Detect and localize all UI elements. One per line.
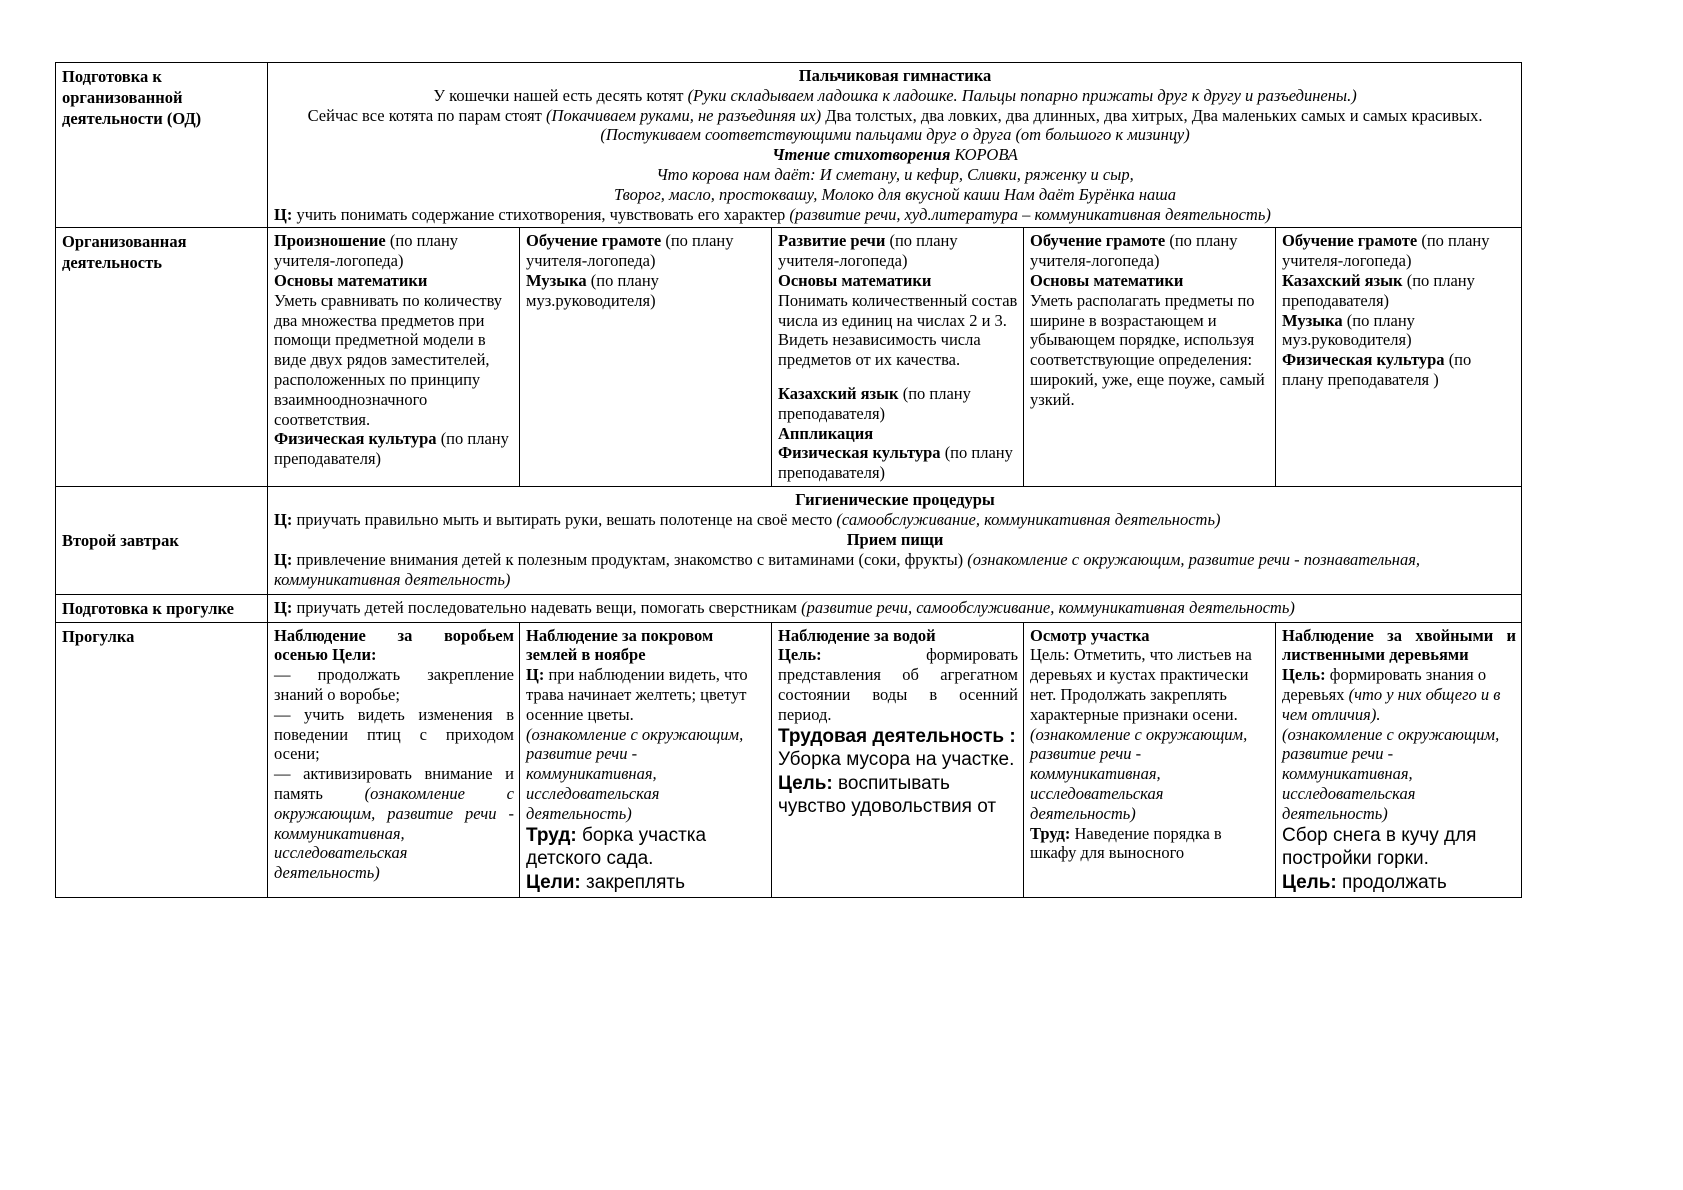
walk-col-2-aims-text: закреплять xyxy=(580,871,686,893)
org-item xyxy=(274,429,514,469)
prep-od-verse-1: Что корова нам даёт: И сметану, и кефир, Сливки, ряженку и сыр, xyxy=(656,164,1134,184)
cell-walk-col-2 xyxy=(520,622,772,898)
org-item xyxy=(778,384,1018,424)
cell-walk-col-4 xyxy=(1024,622,1276,898)
org-item xyxy=(526,271,766,311)
org-item-title: Музыка xyxy=(526,270,587,290)
org-item-title: Музыка xyxy=(1282,310,1343,330)
prep-od-line2-plain-b: Два толстых, два ловких, два длинных, два хитрых, Два маленьких самых и самых красивых. xyxy=(821,105,1483,125)
org-item-rest: (по плану учителя-логопеда) xyxy=(274,231,459,271)
walk-col-2-goal-text: при наблюдении видеть, что трава начинает желтеть; цветут осенние цветы. xyxy=(526,665,748,724)
org-item-rest: (по плану учителя-логопеда) xyxy=(1282,231,1490,271)
org-item-rest: (по плану учителя-логопеда) xyxy=(778,231,958,271)
org-item-rest: (по плану преподавателя) xyxy=(778,383,971,423)
row-label-prep-walk: Подготовка к прогулке xyxy=(56,594,268,622)
table-row-walk xyxy=(56,622,1522,898)
walk-col-4-title: Осмотр участка xyxy=(1030,625,1150,645)
org-item-rest: (по плану преподавателя) xyxy=(1282,270,1475,310)
prep-od-line2-plain-a: Сейчас все котята по парам стоят xyxy=(307,105,547,125)
org-item-rest: Уметь располагать предметы по ширине в возрастающем и убывающем порядке, используя соответствующие определения: широкий, уже, еще поуже, самый узкий. xyxy=(1030,290,1265,409)
table-row-second-breakfast xyxy=(56,486,1522,594)
cell-org-activity-col-4 xyxy=(1024,228,1276,487)
walk-col-2-aims-label: Цели: xyxy=(526,871,581,893)
walk-col-4-block-1: Цель: Отметить, что листьев на деревьях и кустах практически нет. Продолжать закреплять характерные признаки осени. xyxy=(1030,645,1252,724)
org-item xyxy=(778,424,1018,444)
walk-col-1-block-3-plain: — активизировать внимание и память xyxy=(274,764,514,804)
prep-od-line-1 xyxy=(274,86,1516,106)
org-item-title: Обучение грамоте xyxy=(1282,231,1418,251)
org-item xyxy=(778,443,1018,483)
breakfast-heading-hygiene: Гигиенические процедуры xyxy=(795,489,995,509)
org-item-title: Основы математики xyxy=(274,270,428,290)
org-item-title: Произношение xyxy=(274,231,386,251)
org-item-title: Обучение грамоте xyxy=(1030,231,1166,251)
walk-col-4-block-2: (ознакомление с окружающим, развитие речи - коммуникативная, исследовательская деятельность) xyxy=(1030,724,1248,823)
row-label-second-breakfast: Второй завтрак xyxy=(56,486,268,594)
org-item xyxy=(1030,271,1270,291)
org-item-title: Физическая культура xyxy=(778,443,941,463)
row-label-prep-od: Подготовка к организованной деятельности (ОД) xyxy=(56,63,268,228)
cell-org-activity-col-5 xyxy=(1276,228,1522,487)
org-item-rest: (по плану преподавателя ) xyxy=(1282,350,1472,389)
walk-col-4-block-3 xyxy=(1030,824,1270,864)
cell-org-activity-col-2 xyxy=(520,228,772,487)
row-label-org-activity: Организованная деятельность xyxy=(56,228,268,487)
org-item xyxy=(1282,311,1516,351)
walk-col-3-block-3 xyxy=(778,772,1018,819)
org-item-rest: (по плану муз.руководителя) xyxy=(526,270,659,310)
prep-walk-goal-text: приучать детей последовательно надевать вещи, помогать сверстникам xyxy=(292,598,802,618)
daily-plan-table xyxy=(55,62,1522,898)
cell-prep-od-content xyxy=(268,63,1522,228)
walk-col-5-goal-label: Цель: xyxy=(1282,665,1326,685)
cell-prep-walk-content xyxy=(268,594,1522,622)
walk-col-2-block-4 xyxy=(526,871,766,895)
org-item xyxy=(274,271,514,291)
org-item-title: Аппликация xyxy=(778,423,874,443)
walk-col-3-aim-label: Цель: xyxy=(778,772,833,794)
org-item xyxy=(274,291,514,430)
org-item xyxy=(1282,271,1516,311)
walk-col-3-labor-text: Уборка мусора на участке. xyxy=(778,749,1015,771)
prep-od-goal xyxy=(274,205,1516,225)
walk-col-5-goal-text: формировать знания о деревьях xyxy=(1282,665,1487,705)
walk-col-2-block-1 xyxy=(526,665,766,724)
prep-od-goal-italic: (развитие речи, худ.литература – коммуникативная деятельность) xyxy=(789,204,1271,224)
breakfast-goal-1-italic: (самообслуживание, коммуникативная деятельность) xyxy=(836,510,1221,530)
prep-od-heading-poem xyxy=(274,145,1516,165)
prep-od-verse-2: Творог, масло, простоквашу, Молоко для вкусной каши Нам даёт Бурёнка наша xyxy=(614,184,1176,204)
prep-walk-goal-italic: (развитие речи, самообслуживание, коммуникативная деятельность) xyxy=(801,598,1295,618)
walk-col-3-goal-label: Цель: xyxy=(778,645,822,665)
walk-col-3-block-1 xyxy=(778,645,1018,724)
breakfast-heading-meal: Прием пищи xyxy=(846,530,944,550)
org-item-title: Основы математики xyxy=(778,270,932,290)
org-item-title: Казахский язык xyxy=(778,383,899,403)
walk-col-2-block-3 xyxy=(526,824,766,871)
org-item-title: Обучение грамоте xyxy=(526,231,662,251)
table-row-prep-walk xyxy=(56,594,1522,622)
org-item xyxy=(526,231,766,271)
breakfast-goal-1 xyxy=(274,510,1516,530)
walk-col-2-labor-text: борка участка детского сада. xyxy=(526,824,707,870)
cell-org-activity-col-1 xyxy=(268,228,520,487)
cell-walk-col-3 xyxy=(772,622,1024,898)
walk-col-1-block-3 xyxy=(274,764,514,883)
org-item-rest: (по плану учителя-логопеда) xyxy=(1030,231,1238,271)
walk-col-3-block-2 xyxy=(778,725,1018,772)
walk-col-3-goal-text: формировать представления об агрегатном состоянии воды в осенний период. xyxy=(778,645,1018,724)
org-item xyxy=(1030,291,1270,410)
breakfast-goal-1-label: Ц: xyxy=(274,510,293,530)
breakfast-goal-2 xyxy=(274,550,1516,590)
cell-org-activity-col-3 xyxy=(772,228,1024,487)
walk-col-2-goal-label: Ц: xyxy=(526,665,545,685)
org-item-spacer xyxy=(778,370,1018,384)
cell-walk-col-1 xyxy=(268,622,520,898)
org-item xyxy=(274,231,514,271)
prep-walk-goal-label: Ц: xyxy=(274,598,293,618)
walk-col-5-goal-italic: (что у них общего и в чем отличия). xyxy=(1282,685,1501,724)
prep-od-heading-finger-gym: Пальчиковая гимнастика xyxy=(798,66,992,85)
org-item-title: Физическая культура xyxy=(1282,350,1445,370)
walk-col-5-aim-text: продолжать xyxy=(1336,871,1447,893)
prep-od-poem-heading-rest: КОРОВА xyxy=(954,145,1018,165)
walk-col-5-block-2: (ознакомление с окружающим, развитие речи - коммуникативная, исследовательская деятельность) xyxy=(1282,724,1500,823)
cell-walk-col-5 xyxy=(1276,622,1522,898)
org-item-title: Казахский язык xyxy=(1282,270,1403,290)
prep-od-line-2 xyxy=(274,106,1516,146)
org-item xyxy=(1282,231,1516,271)
org-item-rest: (по плану учителя-логопеда) xyxy=(526,231,734,271)
walk-col-5-block-4 xyxy=(1282,871,1516,895)
walk-col-2-labor-label: Труд: xyxy=(526,824,577,846)
walk-col-1-block-1: — продолжать закрепление знаний о воробье; xyxy=(274,665,514,705)
org-item-rest: (по плану преподавателя) xyxy=(778,443,1013,483)
org-item xyxy=(1282,350,1516,390)
org-item-rest: Понимать количественный состав числа из единиц на числах 2 и 3. Видеть независимость числа предметов от их качества. xyxy=(778,290,1018,370)
prep-od-line2-italic-b: (Постукиваем соответствующими пальцами друг о друга (от большого к мизинцу) xyxy=(600,125,1190,145)
org-item-rest: (по плану преподавателя) xyxy=(274,429,509,469)
prep-od-line1-italic: (Руки складываем ладошка к ладошке. Пальцы попарно прижаты друг к другу и разъединены.) xyxy=(687,85,1357,105)
org-item xyxy=(778,291,1018,370)
walk-col-3-labor-label: Трудовая деятельность : xyxy=(778,725,1016,747)
walk-col-2-title: Наблюдение за покровом землей в ноябре xyxy=(526,625,714,665)
org-item xyxy=(778,271,1018,291)
walk-col-3-aim-text: воспитывать чувство удовольствия от xyxy=(778,772,997,818)
walk-col-2-block-2: (ознакомление с окружающим, развитие речи - коммуникативная, исследовательская деятельность) xyxy=(526,724,744,823)
row-label-walk: Прогулка xyxy=(56,622,268,898)
org-item xyxy=(1030,231,1270,271)
walk-col-1-block-3-italic: (ознакомление с окружающим, развитие речи - коммуникативная, исследовательская деятельность) xyxy=(274,784,515,883)
prep-od-goal-label: Ц: xyxy=(274,204,293,224)
org-item-title: Основы математики xyxy=(1030,270,1184,290)
walk-col-5-block-3: Сбор снега в кучу для постройки горки. xyxy=(1282,824,1477,870)
org-item-title: Физическая культура xyxy=(274,429,437,449)
org-item-rest: Уметь сравнивать по количеству два множества предметов при помощи предметной модели в виде двух рядов заместителей, расположенных по принципу взаимнооднозначного соответствия. xyxy=(274,290,503,429)
breakfast-goal-2-text: привлечение внимания детей к полезным продуктам, знакомство с витаминами (соки, фрукты) xyxy=(292,550,968,570)
walk-col-5-block-1 xyxy=(1282,665,1516,724)
org-item-title: Развитие речи xyxy=(778,231,886,251)
walk-col-5-title: Наблюдение за хвойными и лиственными деревьями xyxy=(1282,625,1517,665)
prep-od-goal-text: учить понимать содержание стихотворения, чувствовать его характер xyxy=(292,204,790,224)
org-item-rest: (по плану муз.руководителя) xyxy=(1282,310,1415,350)
walk-col-1-block-2: — учить видеть изменения в поведении птиц с приходом осени; xyxy=(274,704,514,764)
prep-walk-goal xyxy=(274,598,1516,618)
walk-col-3-title: Наблюдение за водой xyxy=(778,625,936,645)
walk-col-5-aim-label: Цель: xyxy=(1282,871,1337,893)
walk-col-1-title: Наблюдение за воробьем осенью Цели: xyxy=(274,625,514,665)
walk-col-4-labor-text: Наведение порядка в шкафу для выносного xyxy=(1030,823,1222,863)
org-item xyxy=(778,231,1018,271)
prep-od-poem-heading-bold: Чтение стихотворения xyxy=(772,145,955,165)
table-row-org-activity xyxy=(56,228,1522,487)
breakfast-goal-2-label: Ц: xyxy=(274,550,293,570)
breakfast-goal-1-text: приучать правильно мыть и вытирать руки, вешать полотенце на своё место xyxy=(292,510,837,530)
prep-od-line2-italic-a: (Покачиваем руками, не разъединяя их) xyxy=(546,105,822,125)
table-row-prep-od xyxy=(56,63,1522,228)
cell-second-breakfast-content xyxy=(268,486,1522,594)
breakfast-goal-2-italic: (ознакомление с окружающим, развитие речи - познавательная, коммуникативная деятельность) xyxy=(274,550,1421,590)
walk-col-4-labor-label: Труд: xyxy=(1030,823,1071,843)
prep-od-line1-plain: У кошечки нашей есть десять котят xyxy=(433,85,688,105)
